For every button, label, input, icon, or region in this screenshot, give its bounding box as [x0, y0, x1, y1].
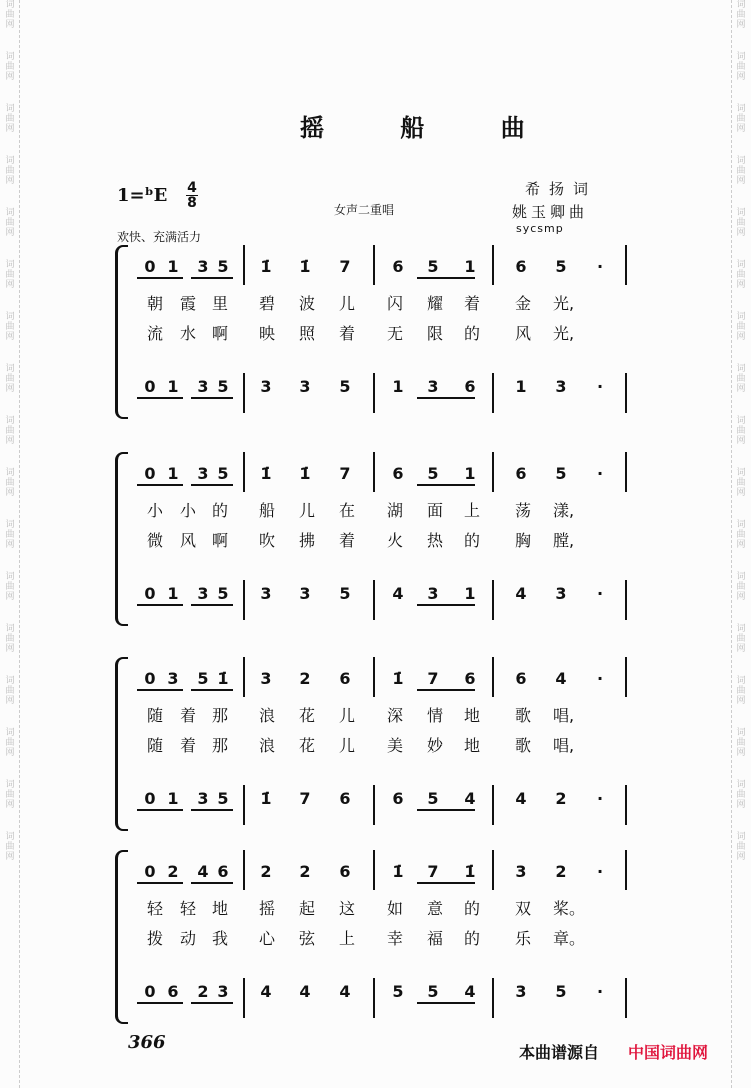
watermark-text: 词 曲 网 — [736, 260, 746, 290]
watermark-text: 词 曲 网 — [736, 312, 746, 342]
note: 5 — [427, 789, 439, 808]
lyric-syllable: 儿 — [338, 706, 355, 725]
watermark-text: 词 曲 网 — [736, 624, 746, 654]
lyric-syllable: 地 — [463, 736, 480, 755]
note: · — [596, 669, 604, 688]
lyric-syllable: 啊 — [211, 324, 228, 343]
source-tag: sycsmp — [516, 222, 564, 235]
note: 1̇ — [299, 464, 311, 483]
lyric1-line — [115, 703, 635, 725]
note: 1 — [167, 789, 179, 808]
lyric-syllable: 意 — [426, 899, 443, 918]
upper-voice — [115, 665, 635, 691]
lyric-syllable: 儿 — [338, 294, 355, 313]
lyric-syllable: 如 — [386, 899, 403, 918]
note: 4 — [339, 982, 351, 1001]
score-system — [115, 657, 635, 827]
lower-voice — [115, 373, 635, 399]
watermark-text: 词 曲 网 — [5, 780, 15, 810]
lower-voice — [115, 978, 635, 1004]
lyric-syllable: 膛, — [553, 531, 575, 550]
footer-source-text: 本曲谱源自 — [519, 1043, 600, 1062]
lyric-syllable: 上 — [463, 501, 480, 520]
lyric-syllable: 儿 — [338, 736, 355, 755]
lyric-syllable: 闪 — [386, 294, 403, 313]
note: 4 — [299, 982, 311, 1001]
time-signature — [185, 181, 199, 210]
lyric-syllable: 唱, — [553, 736, 575, 755]
footer-site-name: 中国词曲网 — [628, 1043, 709, 1062]
lyric-syllable: 的 — [463, 531, 480, 550]
lyric-syllable: 弦 — [298, 929, 315, 948]
note: 1 — [464, 464, 476, 483]
note: 3 — [167, 669, 179, 688]
note: 3 — [299, 584, 311, 603]
note: 7 — [339, 257, 351, 276]
lyric-syllable: 小 — [146, 501, 163, 520]
note: 5 — [217, 257, 229, 276]
watermark-text: 词 曲 网 — [5, 468, 15, 498]
note: 0 — [144, 257, 156, 276]
beam — [191, 277, 233, 279]
lyric-syllable: 儿 — [298, 501, 315, 520]
lyric-syllable: 面 — [426, 501, 443, 520]
lyric-syllable: 耀 — [426, 294, 443, 313]
note: 3 — [197, 464, 209, 483]
watermark-text: 词 曲 网 — [5, 572, 15, 602]
watermark-text: 词 曲 网 — [736, 0, 746, 30]
note: 6 — [515, 464, 527, 483]
lyric-syllable: 热 — [426, 531, 443, 550]
note: 0 — [144, 862, 156, 881]
note: 1 — [167, 584, 179, 603]
note: 2 — [197, 982, 209, 1001]
watermark-text: 词 曲 网 — [5, 728, 15, 758]
note: 1̇ — [464, 862, 476, 881]
lyric-syllable: 心 — [258, 929, 275, 948]
lyric1-line — [115, 498, 635, 520]
watermark-text: 词 曲 网 — [5, 520, 15, 550]
note: 5 — [392, 982, 404, 1001]
note: 1̇ — [260, 464, 272, 483]
upper-voice — [115, 460, 635, 486]
note: 3 — [299, 377, 311, 396]
beam — [417, 1002, 475, 1004]
note: 1̇ — [299, 257, 311, 276]
watermark-text: 词 曲 网 — [5, 156, 15, 186]
lyric-syllable: 火 — [386, 531, 403, 550]
lyric-syllable: 摇 — [258, 899, 275, 918]
lyric-syllable: 妙 — [426, 736, 443, 755]
note: 5 — [555, 464, 567, 483]
beam — [417, 882, 475, 884]
watermark-text: 词 曲 网 — [736, 104, 746, 134]
note: 4 — [392, 584, 404, 603]
note: 5 — [339, 584, 351, 603]
note: 3 — [197, 789, 209, 808]
lyric-syllable: 的 — [211, 501, 228, 520]
beam — [417, 484, 475, 486]
note: 3 — [515, 982, 527, 1001]
lyric-syllable: 情 — [426, 706, 443, 725]
lyric-syllable: 无 — [386, 324, 403, 343]
note: 1 — [167, 377, 179, 396]
note: 0 — [144, 982, 156, 1001]
note: 5 — [427, 257, 439, 276]
lyric-syllable: 我 — [211, 929, 228, 948]
lyric-syllable: 光, — [553, 294, 575, 313]
lyric-syllable: 福 — [426, 929, 443, 948]
note: 3 — [427, 584, 439, 603]
note: 2 — [299, 862, 311, 881]
lyric-syllable: 啊 — [211, 531, 228, 550]
note: 5 — [427, 982, 439, 1001]
note: 3 — [197, 584, 209, 603]
note: 6 — [464, 669, 476, 688]
note: 3 — [197, 377, 209, 396]
note: 7 — [299, 789, 311, 808]
composer-credit: 姚玉卿曲 — [512, 203, 589, 221]
beam — [191, 809, 233, 811]
beam — [137, 809, 183, 811]
lyric-syllable: 那 — [211, 706, 228, 725]
lyric-syllable: 光, — [553, 324, 575, 343]
beam — [137, 397, 183, 399]
note: 3 — [555, 584, 567, 603]
note: 1̇ — [392, 669, 404, 688]
score-system — [115, 452, 635, 622]
note: 3 — [260, 669, 272, 688]
lyric-syllable: 浪 — [258, 706, 275, 725]
beam — [417, 397, 475, 399]
lower-voice — [115, 580, 635, 606]
lyric-syllable: 小 — [179, 501, 196, 520]
lyric-syllable: 霞 — [179, 294, 196, 313]
note: 2 — [555, 789, 567, 808]
time-signature-top: 4 — [187, 180, 197, 196]
note: · — [596, 257, 604, 276]
lyric-syllable: 桨。 — [553, 899, 586, 918]
watermark-text: 词 曲 网 — [736, 468, 746, 498]
lyric-syllable: 湖 — [386, 501, 403, 520]
lyric-syllable: 轻 — [146, 899, 163, 918]
note: 6 — [339, 862, 351, 881]
watermark-text: 词 曲 网 — [5, 312, 15, 342]
note: 4 — [555, 669, 567, 688]
upper-voice — [115, 253, 635, 279]
lyric-syllable: 金 — [514, 294, 531, 313]
watermark-text: 词 曲 网 — [5, 676, 15, 706]
lyric-syllable: 动 — [179, 929, 196, 948]
lyric-syllable: 花 — [298, 706, 315, 725]
note: 5 — [217, 377, 229, 396]
note: 1 — [464, 257, 476, 276]
lyric-syllable: 映 — [258, 324, 275, 343]
lyric-syllable: 这 — [338, 899, 355, 918]
note: · — [596, 377, 604, 396]
note: 5 — [197, 669, 209, 688]
beam — [191, 882, 233, 884]
beam — [191, 484, 233, 486]
note: 5 — [427, 464, 439, 483]
note: 3 — [515, 862, 527, 881]
beam — [191, 604, 233, 606]
performance-style: 女声二重唱 — [334, 203, 395, 217]
lyric-syllable: 地 — [463, 706, 480, 725]
beam — [137, 1002, 183, 1004]
note: 1 — [167, 257, 179, 276]
lyric-syllable: 随 — [146, 736, 163, 755]
lyric-syllable: 歌 — [514, 706, 531, 725]
lyric-syllable: 随 — [146, 706, 163, 725]
beam — [417, 809, 475, 811]
lyric-syllable: 船 — [258, 501, 275, 520]
lyric-syllable: 拨 — [146, 929, 163, 948]
lyric-syllable: 的 — [463, 899, 480, 918]
beam — [137, 277, 183, 279]
lyric-syllable: 吹 — [258, 531, 275, 550]
note: 1̇ — [392, 862, 404, 881]
song-title: 摇 船 曲 — [300, 113, 559, 142]
right-watermark-strip — [734, 0, 748, 1088]
lyric-syllable: 轻 — [179, 899, 196, 918]
watermark-text: 词 曲 网 — [5, 0, 15, 30]
note: 5 — [217, 584, 229, 603]
note: 1 — [392, 377, 404, 396]
lyric-syllable: 美 — [386, 736, 403, 755]
lyric-syllable: 风 — [179, 531, 196, 550]
note: 5 — [217, 464, 229, 483]
note: 0 — [144, 789, 156, 808]
beam — [417, 689, 475, 691]
lyric-syllable: 着 — [338, 324, 355, 343]
page-number: 366 — [128, 1032, 166, 1053]
lyric2-line — [115, 926, 635, 948]
note: 0 — [144, 377, 156, 396]
time-signature-bottom: 8 — [187, 195, 197, 211]
beam — [191, 689, 233, 691]
lyric-syllable: 乐 — [514, 929, 531, 948]
note: 2 — [555, 862, 567, 881]
watermark-text: 词 曲 网 — [5, 832, 15, 862]
watermark-text: 词 曲 网 — [5, 52, 15, 82]
note: 5 — [339, 377, 351, 396]
note: 6 — [167, 982, 179, 1001]
lyric-syllable: 风 — [514, 324, 531, 343]
lyric2-line — [115, 321, 635, 343]
lyric-syllable: 唱, — [553, 706, 575, 725]
note: 1̇ — [260, 789, 272, 808]
lyric-syllable: 花 — [298, 736, 315, 755]
note: 0 — [144, 669, 156, 688]
lyric-syllable: 限 — [426, 324, 443, 343]
lyric-syllable: 着 — [463, 294, 480, 313]
lyric-syllable: 地 — [211, 899, 228, 918]
beam — [137, 604, 183, 606]
watermark-text: 词 曲 网 — [736, 364, 746, 394]
beam — [137, 689, 183, 691]
watermark-text: 词 曲 网 — [736, 676, 746, 706]
watermark-text: 词 曲 网 — [736, 156, 746, 186]
beam — [417, 604, 475, 606]
beam — [191, 1002, 233, 1004]
left-watermark-strip — [3, 0, 17, 1088]
lyric1-line — [115, 896, 635, 918]
lyric-syllable: 幸 — [386, 929, 403, 948]
note: 7 — [427, 862, 439, 881]
note: · — [596, 464, 604, 483]
watermark-text: 词 曲 网 — [5, 208, 15, 238]
note: 3 — [555, 377, 567, 396]
note: 0 — [144, 584, 156, 603]
lyric-syllable: 那 — [211, 736, 228, 755]
note: 6 — [392, 789, 404, 808]
note: · — [596, 982, 604, 1001]
lyric2-line — [115, 733, 635, 755]
note: 1 — [464, 584, 476, 603]
note: · — [596, 789, 604, 808]
note: 4 — [260, 982, 272, 1001]
lyric-syllable: 着 — [179, 706, 196, 725]
note: 3 — [260, 584, 272, 603]
lyric-syllable: 歌 — [514, 736, 531, 755]
lyric-syllable: 在 — [338, 501, 355, 520]
lyric-syllable: 漾, — [553, 501, 575, 520]
note: 1 — [515, 377, 527, 396]
beam — [137, 882, 183, 884]
note: 2 — [167, 862, 179, 881]
note: · — [596, 584, 604, 603]
note: 3 — [427, 377, 439, 396]
note: 0 — [144, 464, 156, 483]
note: 3 — [260, 377, 272, 396]
note: 6 — [217, 862, 229, 881]
note: 6 — [392, 257, 404, 276]
note: 6 — [464, 377, 476, 396]
score-system — [115, 245, 635, 415]
lyric-syllable: 照 — [298, 324, 315, 343]
watermark-text: 词 曲 网 — [736, 572, 746, 602]
lyric2-line — [115, 528, 635, 550]
note: 3 — [197, 257, 209, 276]
lyric-syllable: 碧 — [258, 294, 275, 313]
lyric-syllable: 里 — [211, 294, 228, 313]
lyric-syllable: 章。 — [553, 929, 586, 948]
watermark-text: 词 曲 网 — [5, 260, 15, 290]
watermark-text: 词 曲 网 — [5, 104, 15, 134]
watermark-text: 词 曲 网 — [736, 416, 746, 446]
note: 4 — [515, 789, 527, 808]
note: 5 — [555, 982, 567, 1001]
note: 6 — [392, 464, 404, 483]
note: 7 — [339, 464, 351, 483]
watermark-text: 词 曲 网 — [736, 780, 746, 810]
lyric-syllable: 荡 — [514, 501, 531, 520]
lyric-syllable: 着 — [179, 736, 196, 755]
note: 2 — [299, 669, 311, 688]
lyric-syllable: 着 — [338, 531, 355, 550]
note: · — [596, 862, 604, 881]
lyric-syllable: 水 — [179, 324, 196, 343]
note: 6 — [339, 669, 351, 688]
watermark-text: 词 曲 网 — [736, 52, 746, 82]
note: 1̇ — [217, 669, 229, 688]
lyric-syllable: 流 — [146, 324, 163, 343]
tempo-marking: 欢快、充满活力 — [117, 230, 202, 244]
note: 3 — [217, 982, 229, 1001]
key-signature: 1=ᵇE — [117, 185, 168, 206]
note: 5 — [217, 789, 229, 808]
lyric-syllable: 起 — [298, 899, 315, 918]
lyricist-credit: 希扬词 — [525, 180, 598, 198]
note: 5 — [555, 257, 567, 276]
lyric-syllable: 的 — [463, 929, 480, 948]
watermark-text: 词 曲 网 — [5, 624, 15, 654]
note: 4 — [464, 982, 476, 1001]
note: 6 — [515, 257, 527, 276]
lyric-syllable: 波 — [298, 294, 315, 313]
beam — [191, 397, 233, 399]
lyric-syllable: 深 — [386, 706, 403, 725]
watermark-text: 词 曲 网 — [736, 728, 746, 758]
note: 6 — [515, 669, 527, 688]
upper-voice — [115, 858, 635, 884]
note: 1 — [167, 464, 179, 483]
lyric-syllable: 朝 — [146, 294, 163, 313]
note: 7 — [427, 669, 439, 688]
lyric-syllable: 浪 — [258, 736, 275, 755]
beam — [137, 484, 183, 486]
lyric-syllable: 拂 — [298, 531, 315, 550]
watermark-text: 词 曲 网 — [736, 832, 746, 862]
lyric1-line — [115, 291, 635, 313]
lyric-syllable: 的 — [463, 324, 480, 343]
watermark-text: 词 曲 网 — [736, 520, 746, 550]
lyric-syllable: 微 — [146, 531, 163, 550]
watermark-text: 词 曲 网 — [5, 364, 15, 394]
lyric-syllable: 上 — [338, 929, 355, 948]
watermark-text: 词 曲 网 — [5, 416, 15, 446]
note: 4 — [464, 789, 476, 808]
note: 2 — [260, 862, 272, 881]
lyric-syllable: 胸 — [514, 531, 531, 550]
note: 1̇ — [260, 257, 272, 276]
watermark-text: 词 曲 网 — [736, 208, 746, 238]
lower-voice — [115, 785, 635, 811]
note: 4 — [197, 862, 209, 881]
lyric-syllable: 双 — [514, 899, 531, 918]
note: 4 — [515, 584, 527, 603]
beam — [417, 277, 475, 279]
note: 6 — [339, 789, 351, 808]
score-system — [115, 850, 635, 1020]
